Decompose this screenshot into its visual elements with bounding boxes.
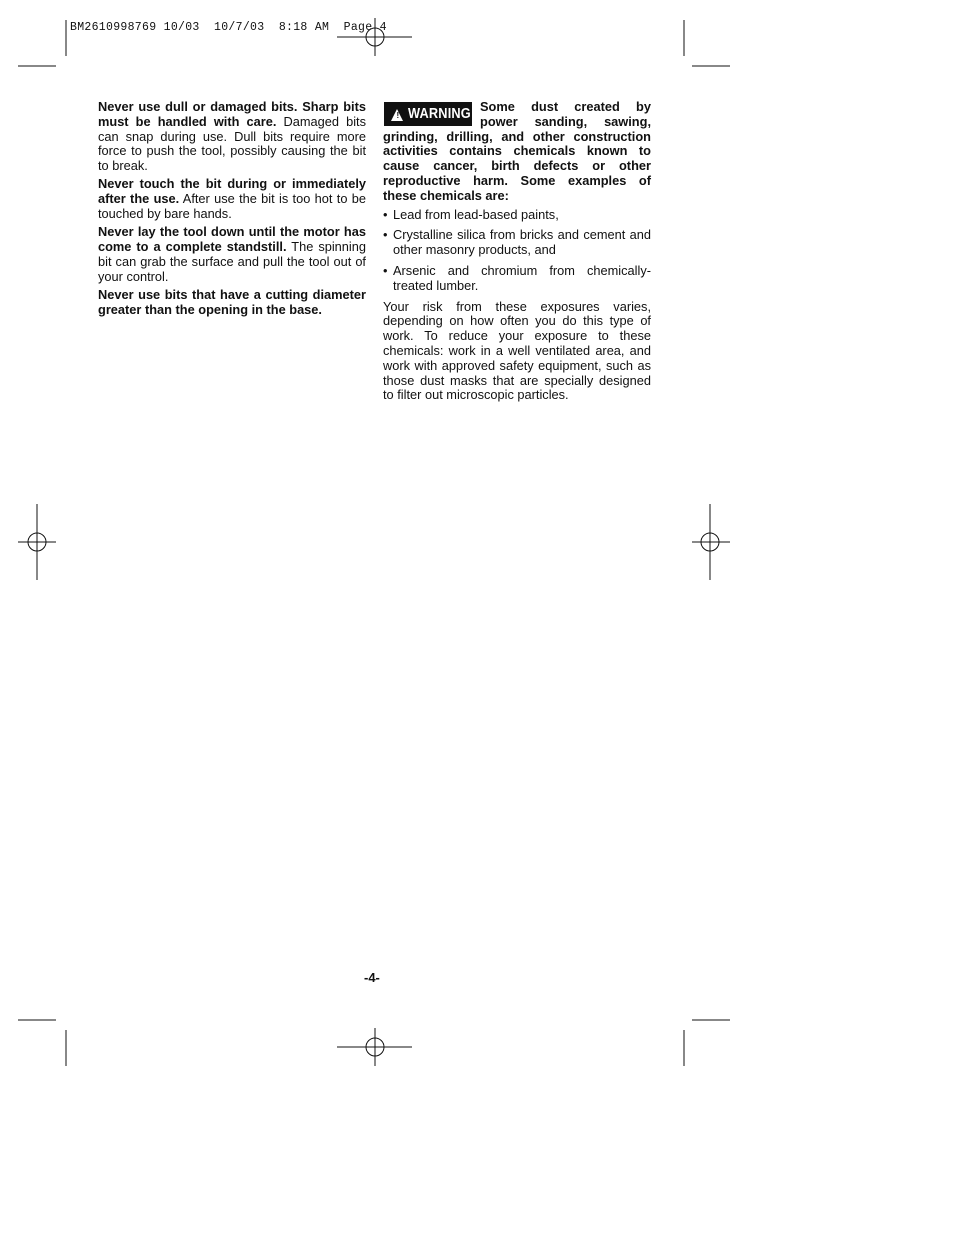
print-slug: BM2610998769 10/03 10/7/03 8:18 AM Page 4 [70, 21, 387, 34]
bullet: • [383, 262, 388, 278]
rule-text: After use the bit is too hot to be touched by bare hands. [98, 191, 366, 222]
rule-paragraph [98, 100, 366, 174]
list-item [383, 264, 651, 294]
safety-rules-column [98, 100, 366, 321]
chemical-examples-list [383, 208, 651, 294]
rule-heading: Never use dull or damaged bits. Sharp bits must be handled with care. [98, 99, 366, 129]
exposure-paragraph: Your risk from these exposures varies, depending on how often you do this type of work. To reduce your exposure to these chemicals: work in a well ventilated area, and work with approved safety equipment, such as those dust masks that are specially designed to filter out microscopic particles. [383, 298, 651, 403]
warning-statement [383, 100, 651, 204]
bullet: • [383, 206, 388, 222]
list-item-text: Crystalline silica from bricks and cement and other masonry products, and [393, 227, 651, 258]
list-item [383, 228, 651, 258]
rule-text: The spinning bit can grab the surface and pull the tool out of your control. [98, 239, 366, 284]
rule-paragraph [98, 177, 366, 221]
page-number: -4- [364, 970, 380, 985]
rule-heading: Never lay the tool down until the motor has come to a complete standstill. [98, 224, 366, 255]
warning-column [383, 100, 651, 407]
list-item-text: Lead from lead-based paints, [393, 206, 559, 222]
list-item [383, 208, 651, 223]
bullet: • [383, 227, 388, 243]
rule-paragraph [98, 225, 366, 284]
list-item-text: Arsenic and chromium from chemically-treated lumber. [393, 262, 651, 293]
rule-heading: Never touch the bit during or immediately after the use. [98, 176, 366, 207]
warning-badge [384, 102, 472, 126]
rule-heading: Never use bits that have a cutting diameter greater than the opening in the base. [98, 287, 366, 317]
rule-paragraph [98, 288, 366, 318]
rule-text: Damaged bits can snap during use. Dull bits require more force to push the tool, possibly causing the bit to break. [98, 113, 366, 174]
warning-text: Some dust created by power sanding, sawing, grinding, drilling, and other construction activities contains chemicals known to cause cancer, birth defects or other reproductive harm. Some examples of these chemicals are: [383, 99, 651, 203]
exclamation-icon: ! [396, 111, 400, 120]
warning-label: WARNING [408, 106, 471, 122]
